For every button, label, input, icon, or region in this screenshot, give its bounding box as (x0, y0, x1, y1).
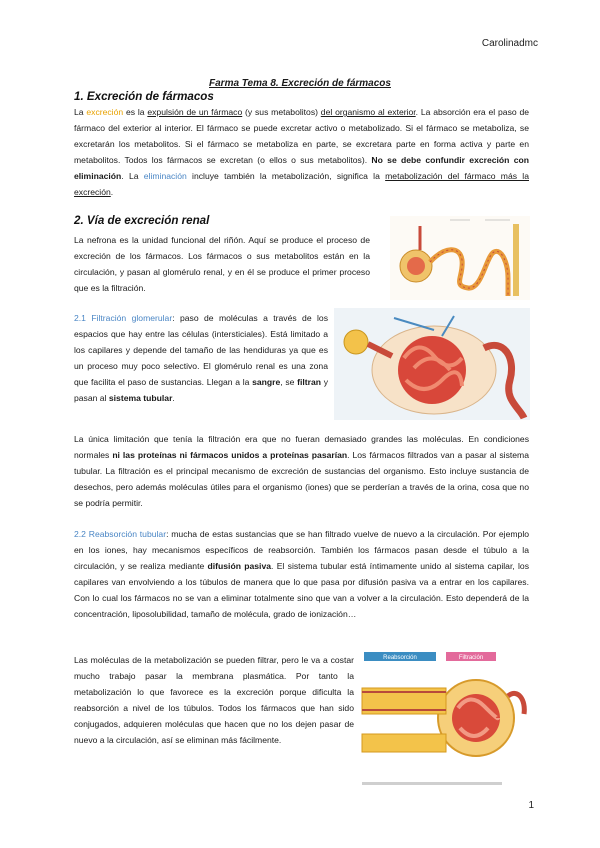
text-run: . El sistema tubular está íntimamente unido al sistema capilar, los capilares van envolviendo a los túbulos de manera que lo que pasa por difusión pasiva va a entrar en los capilares. Con lo cual los fármacos no se van a eliminar totalmente sino que van a volver a la circulación. Esto dependerá de la concentración, liposolubilidad, tamaño de molécula, grado de ionización… (74, 561, 530, 619)
text-run: incluye también la metabolización, significa la (186, 171, 386, 181)
text-run: . La absorción era el paso de fármaco del exterior al interior. El fármaco se puede excretar activo o metabolizado. Si el fármaco se metaboliza, se excretarán los metabolitos. Si el fármaco se metaboliza en parte, se excretara parte en forma activa y parte en metabolitos. Todos los fármacos se excretan (o ellos o sus metabolitos). (74, 107, 530, 165)
text-run: : paso de moléculas a través de los espacios que hay entre las células (intersticiales). Está limitado a los capilares y depende del tamaño de las hendiduras ya que es un proceso muy poco selectivo. El glomérulo renal es una zona que facilita el paso de sustancias. Llegan a la (74, 313, 328, 387)
subsection-2-1 (74, 310, 328, 406)
page-number: 1 (528, 800, 534, 811)
bold-run: No se debe confundir excreción con eliminación (74, 155, 529, 181)
label-reabsorcion: Reabsorción (383, 655, 417, 661)
glomerulus-figure (334, 308, 530, 420)
bold-run: difusión pasiva (207, 561, 272, 571)
section1-heading: 1. Excreción de fármacos (74, 90, 214, 103)
underline-run: expulsión de un fármaco (147, 107, 243, 117)
underline-run: metabolización del fármaco más la excreción (74, 171, 529, 197)
label-filtracion: Filtración (458, 655, 484, 661)
term-eliminacion: eliminación (143, 171, 187, 181)
text-run: , se (280, 377, 298, 387)
bold-run: sistema tubular (108, 393, 173, 403)
text-run: y pasan al (74, 377, 328, 403)
subsection-2-1-title: 2.1 Filtración glomerular (74, 313, 173, 323)
section2-intro: La nefrona es la unidad funcional del riñón. Aquí se produce el proceso de excreción de los fármacos. Los fármacos o sus metabolitos están en la circulación, y pasan al glomérulo renal, y en él se produce el primer proceso que es la filtración. (74, 235, 370, 293)
text-run: . (110, 187, 114, 197)
text-run: es la (123, 107, 148, 117)
text-run: (y sus metabolitos) (242, 107, 321, 117)
subsection-2-2 (74, 526, 529, 622)
nephron-figure (390, 216, 530, 300)
text-run: La (74, 107, 87, 117)
author-name: Carolinadmc (481, 38, 538, 49)
bold-run: ni las proteínas ni fármacos unidos a proteínas pasarían (112, 450, 348, 460)
text-run: . La (121, 171, 144, 181)
metabolization-paragraph: Las moléculas de la metabolización se pueden filtrar, pero le va a costar mucho trabajo pasar la membrana plasmática. Por tanto la metabolización lo que favorece es la excreción porque dificulta la reabsorción a nivel de los túbulos. Todos los fármacos que han sido conjugados, adquieren moléculas que hacen que no los dejen pasar de nuevo a la circulación, así se eliminan más fácilmente. (74, 655, 354, 745)
text-run: . (172, 393, 175, 403)
bold-run: filtran (297, 377, 321, 387)
subsection-2-2-title: 2.2 Reabsorción tubular (74, 529, 167, 539)
section2-heading: 2. Vía de excreción renal (74, 214, 210, 227)
bold-run: sangre (252, 377, 281, 387)
text-run: : mucha de estas sustancias que se han filtrado vuelve de nuevo a la circulación. Por ejemplo en los iones, hay mecanismos específicos de reabsorción. También los fármacos pasan desde el túbulo a la circulación, y se realiza mediante (74, 529, 530, 571)
filtration-limitation-paragraph (74, 431, 529, 511)
text-run: La única limitación que tenía la filtración era que no fueran demasiado grandes las moléculas. En condiciones normales (74, 434, 529, 460)
document-title: Farma Tema 8. Excreción de fármacos (209, 78, 391, 89)
term-excrecion: excreción (86, 107, 124, 117)
tubule-figure (358, 648, 530, 792)
underline-run: del organismo al exterior (320, 107, 416, 117)
text-run: . Los fármacos filtrados van a pasar al sistema tubular. La filtración es el principal mecanismo de excreción de sustancias del organismo. Esto incluye sustancia de desechos, pero además moléculas útiles para el organismo (iones) que se perderían a través de la orina, cosa que no se podría permitir. (74, 450, 529, 508)
section1-paragraph (74, 104, 529, 200)
